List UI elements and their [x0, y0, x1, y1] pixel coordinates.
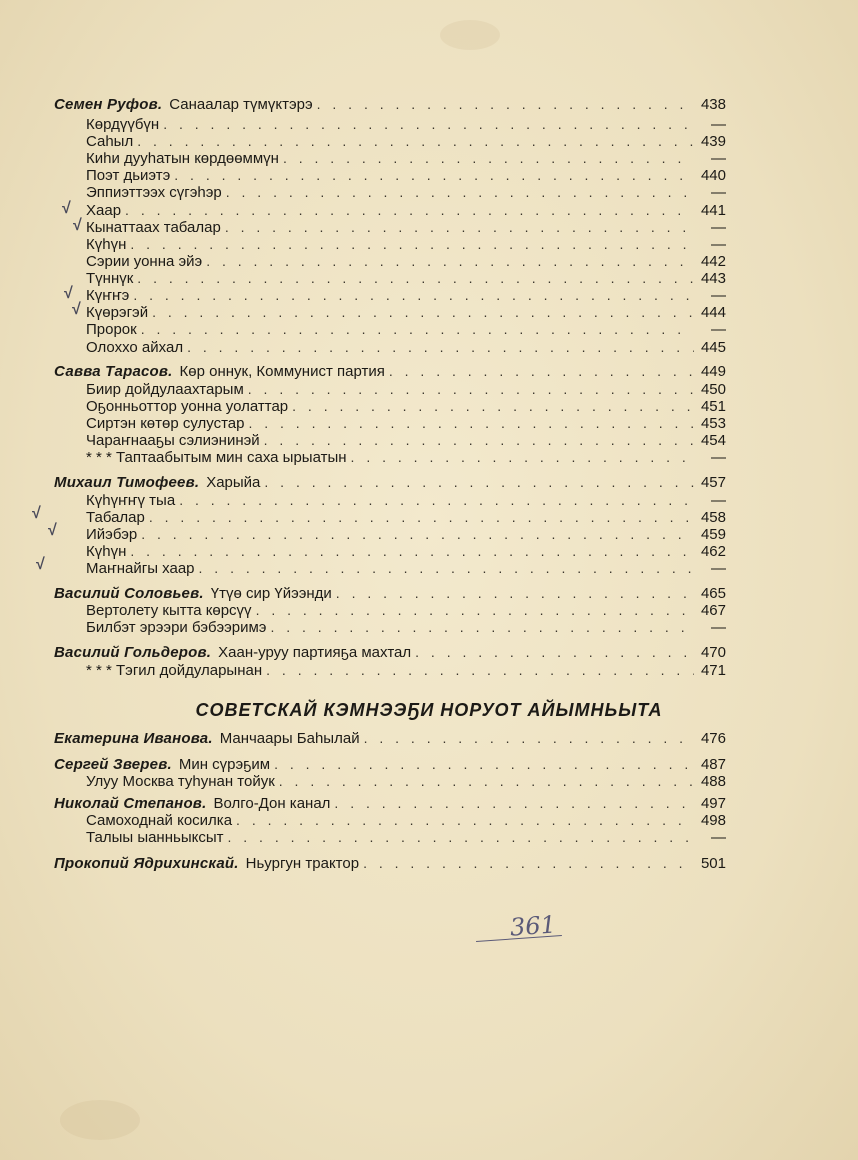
toc-entry-author: [54, 94, 726, 113]
checkmark-icon: √: [48, 522, 57, 539]
author-name: Василий Гольдеров.: [54, 644, 212, 661]
work-title: Эппиэттээх сүгэһэр: [86, 184, 222, 201]
page-number: —: [711, 560, 726, 577]
page-number: —: [711, 184, 726, 201]
work-title: Күөрэгэй: [86, 304, 149, 321]
leader-dots: [141, 321, 694, 338]
work-title: Мин сүрэҕим: [178, 756, 271, 773]
page-number: —: [711, 219, 726, 236]
work-title: Билбэт эрээри бэбээримэ: [86, 619, 267, 636]
author-name: Василий Соловьев.: [54, 585, 204, 602]
work-title: Маҥнайгы хаар: [86, 560, 195, 577]
page-number: 497: [700, 795, 726, 812]
page-number: 462: [700, 543, 726, 560]
work-title: Күһүҥҥү тыа: [86, 492, 176, 509]
work-title: Киһи дууһатын көрдөөммүн: [86, 150, 279, 167]
page-number: 459: [700, 526, 726, 543]
page-number: 441: [700, 202, 726, 219]
work-title: Көр оннук, Коммунист партия: [179, 363, 385, 380]
toc-entry: [86, 558, 726, 577]
page-number: 498: [700, 812, 726, 829]
handwritten-page-number: 361: [509, 910, 557, 942]
page-number: 457: [700, 474, 726, 491]
page-number: 440: [700, 167, 726, 184]
work-title: Харыйа: [206, 474, 261, 491]
page-number: —: [711, 236, 726, 253]
leader-dots: [264, 474, 694, 491]
author-name: Прокопий Ядрихинскай.: [54, 855, 239, 872]
work-title: Күҥҥэ: [86, 287, 130, 304]
page-number: 476: [700, 730, 726, 747]
work-title: Олоххо айхал: [86, 339, 184, 356]
work-title: Вертолету кытта көрсүү: [86, 602, 252, 619]
author-name: Михаил Тимофеев.: [54, 474, 200, 491]
toc-entry: [86, 771, 726, 790]
work-title: Саһыл: [86, 133, 134, 150]
toc-entry: [86, 337, 726, 356]
work-title: Талыы ыанньыксыт: [86, 829, 224, 846]
leader-dots: [317, 96, 694, 113]
leader-dots: [226, 184, 694, 201]
page-number: 442: [700, 253, 726, 270]
work-title: Сиртэн көтөр сулустар: [86, 415, 245, 432]
checkmark-icon: √: [64, 285, 73, 302]
work-title: Биир дойдулаахтарым: [86, 381, 244, 398]
page-number: 487: [700, 756, 726, 773]
work-title: Көрдүүбүн: [86, 116, 160, 133]
page-number: 458: [700, 509, 726, 526]
work-title: Күһүн: [86, 236, 127, 253]
author-name: Екатерина Иванова.: [54, 730, 213, 747]
page-number: 438: [700, 96, 726, 113]
page-number: 449: [700, 363, 726, 380]
section-heading: СОВЕТСКАЙ КЭМНЭЭҔИ НОРУОТ АЙЫМНЬЫТА: [195, 700, 663, 720]
page-number: 439: [700, 133, 726, 150]
work-title: * * * Тэгил дойдуларынан: [86, 662, 263, 679]
leader-dots: [270, 619, 694, 636]
page-number: —: [711, 829, 726, 846]
page-number: 445: [700, 339, 726, 356]
checkmark-icon: √: [62, 200, 71, 217]
work-title: Түннүк: [86, 270, 134, 287]
toc-entry: [86, 617, 726, 636]
leader-dots: [389, 363, 694, 380]
leader-dots: [199, 560, 694, 577]
checkmark-icon: √: [73, 217, 82, 234]
toc-entry: [86, 827, 726, 846]
leader-dots: [266, 662, 694, 679]
leader-dots: [227, 829, 694, 846]
toc-entry-author: [54, 472, 726, 491]
page-number: 470: [700, 644, 726, 661]
work-title: Ньургун трактор: [245, 855, 360, 872]
page-number: 443: [700, 270, 726, 287]
work-title: Санаалар түмүктэрэ: [169, 96, 313, 113]
toc-entry: [86, 182, 726, 201]
author-name: Сергей Зверев.: [54, 756, 172, 773]
page-number: 467: [700, 602, 726, 619]
work-title: Хаан-уруу партияҕа махтал: [218, 644, 412, 661]
page-number: 451: [700, 398, 726, 415]
work-title: Волго-Дон канал: [213, 795, 331, 812]
work-title: Оҕонньоттор уонна уолаттар: [86, 398, 289, 415]
toc-entry: [86, 660, 726, 679]
page-number: —: [711, 116, 726, 133]
page-number: 453: [700, 415, 726, 432]
checkmark-icon: √: [36, 556, 45, 573]
work-title: Сэрии уонна эйэ: [86, 253, 203, 270]
toc-entry-author: [54, 642, 726, 661]
leader-dots: [415, 644, 694, 661]
toc-entry-author: [54, 728, 726, 747]
toc-entry-author: [54, 853, 726, 872]
leader-dots: [187, 339, 694, 356]
page-number: 465: [700, 585, 726, 602]
leader-dots: [351, 449, 694, 466]
author-name: Николай Степанов.: [54, 795, 207, 812]
toc-entry: [86, 447, 726, 466]
work-title: Үтүө сир Үйээнди: [210, 585, 332, 602]
page-number: —: [711, 619, 726, 636]
work-title: Күһүн: [86, 543, 127, 560]
work-title: Чараҥнааҕы сэлиэнинэй: [86, 432, 260, 449]
checkmark-icon: √: [72, 301, 81, 318]
page-number: —: [711, 287, 726, 304]
page-number: —: [711, 449, 726, 466]
page-number: 450: [700, 381, 726, 398]
work-title: Табалар: [86, 509, 145, 526]
page-number: —: [711, 321, 726, 338]
page-number: 488: [700, 773, 726, 790]
leader-dots: [279, 773, 694, 790]
page-number: —: [711, 150, 726, 167]
toc-entry: [86, 319, 726, 338]
work-title: Самоходнай косилка: [86, 812, 233, 829]
author-name: Савва Тарасов.: [54, 363, 173, 380]
leader-dots: [363, 855, 694, 872]
work-title: Кынаттаах табалар: [86, 219, 221, 236]
toc-entry-author: [54, 361, 726, 380]
author-name: Семен Руфов.: [54, 96, 163, 113]
work-title: Манчаары Баһылай: [219, 730, 360, 747]
work-title: Улуу Москва туһунан тойук: [86, 773, 275, 790]
page-number: —: [711, 492, 726, 509]
work-title: Хаар: [86, 202, 122, 219]
work-title: Пророк: [86, 321, 137, 338]
work-title: Поэт дьиэтэ: [86, 167, 171, 184]
leader-dots: [364, 730, 694, 747]
page-number: 471: [700, 662, 726, 679]
checkmark-icon: √: [32, 505, 41, 522]
page-number: 454: [700, 432, 726, 449]
page-number: 501: [700, 855, 726, 872]
page-number: 444: [700, 304, 726, 321]
work-title: Ийэбэр: [86, 526, 138, 543]
work-title: * * * Таптаабытым мин саха ырыатын: [86, 449, 347, 466]
